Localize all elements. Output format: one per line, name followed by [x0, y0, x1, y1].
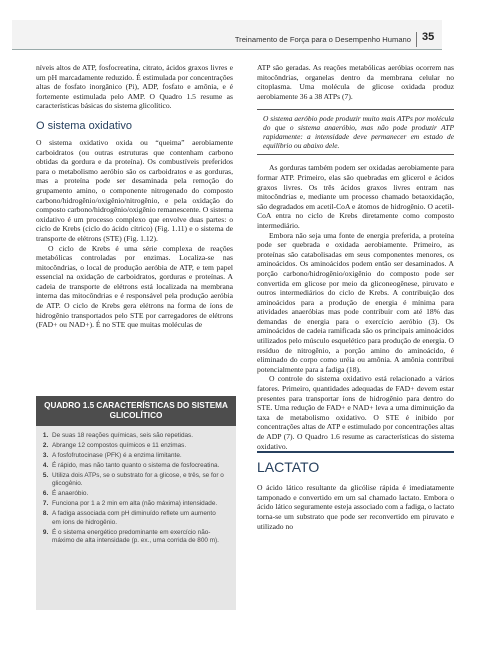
quadro-list	[50, 432, 226, 546]
quadro-heading: QUADRO 1.5 CARACTERÍSTICAS DO SISTEMA GLICOLÍTICO	[36, 396, 236, 426]
quadro-item: 7. Funciona por 1 a 2 min em alta (não máxima) intensidade.	[50, 500, 226, 508]
quadro-item: 8. A fadiga associada com pH diminuído reflete um aumento em íons de hidrogênio.	[50, 510, 226, 527]
section-heading-lactato: LACTATO	[257, 451, 454, 475]
quadro-item: 5. Utiliza dois ATPs, se o substrato for a glicose, e três, se for o glicogênio.	[50, 472, 226, 489]
right-paragraph-4: O controle do sistema oxidativo está relacionado a vários fatores. Primeiro, quantidades adequadas de FAD+ devem estar presentes para transportar íons de hidrogênio para dentro do STE. Uma redução de FAD+ e NAD+ leva a uma diminuição da taxa de metabolismo oxidativo. O STE é inibido por concentrações altas de ATP e estimulado por concentrações altas de ADP (7). O Quadro 1.6 resume as características do sistema oxidativo.	[257, 374, 454, 451]
right-paragraph-3: Embora não seja uma fonte de energia preferida, a proteína pode ser quebrada e oxidada aerobiamente. Primeiro, as proteínas são catabolisadas em seus componentes menores, os aminoácidos. Os aminoácidos podem então ser desaminados. A porção carbono/hidrogênio/oxigênio do composto pode ser convertida em glicose por meio da gliconeogênese, piruvato e outros intermediários do ciclo de Krebs. A contribuição dos aminoácidos para a produção de energia é mínima para atividades anaeróbias mas pode contribuir com até 18% das demandas de energia para o exercício aeróbio (3). Os aminoácidos de cadeia ramificada são os principais aminoácidos utilizados pelo músculo esquelético para produção de energia. O resíduo de nitrogênio, a porção amino do aminoácido, é eliminado do corpo como uréia ou amônia. A amônia contribui potencialmente para a fadiga (18).	[257, 230, 454, 374]
left-paragraph-3: O ciclo de Krebs é uma série complexa de reações metabólicas controladas por enzimas. Localiza-se nas mitocôndrias, o local de produção aeróbia de ATP, e tem papel essencial na oxidação de carboidratos, gorduras e proteínas. A cadeia de transporte de elétrons está localizada na membrana interna das mitocôndrias e é responsável pela produção aeróbia de ATP. O ciclo de Krebs gera elétrons na forma de íons de hidrogênio transportados pelo STE por carregadores de elétrons (FAD+ ou NAD+). É no STE que muitas moléculas de	[36, 243, 233, 330]
quadro-item: 9. É o sistema energético predominante em exercício não-máximo de alta intensidade (p. ex., uma corrida de 800 m).	[50, 529, 226, 546]
left-paragraph-2: O sistema oxidativo oxida ou “queima” aerobiamente carboidratos (ou outras estruturas que contenham carbono obtidas da gordura e da proteína). Os combustíveis preferidos para o metabolismo aeróbio são os carboidratos e as gorduras, mas a proteína pode ser desaminada pela remoção do grupamento amino, o componente nitrogenado do composto carbono/hidrogênio/oxigênio/nitrogênio, e pela oxidação do composto carbono/hidrogênio/oxigênio remanescente. O sistema oxidativo é um processo complexo que envolve duas partes: o ciclo de Krebs (ciclo do ácido cítrico) (Fig. 1.11) e o sistema de transporte de elétrons (STE) (Fig. 1.12).	[36, 137, 233, 243]
section-heading-oxidative: O sistema oxidativo	[36, 119, 132, 132]
right-paragraph-1: ATP são geradas. As reações metabólicas aeróbias ocorrem nas mitocôndrias, organelas dentro da membrana celular no citoplasma. Uma molécula de glicose oxidada produz aerobiamente 36 a 38 ATPs (7).	[257, 63, 454, 101]
header-rule	[12, 49, 442, 50]
left-paragraph-1: níveis altos de ATP, fosfocreatina, citrato, ácidos graxos livres e um pH marcadamente reduzido. É estimulada por concentrações altas de fosfato inorgânico (Pi), ADP, fosfato e amônia, e é fortemente estimulada pelo AMP. O Quadro 1.5 resume as características básicas do sistema glicolítico.	[36, 63, 233, 111]
quadro-item: 2. Abrange 12 compostos químicos e 11 enzimas.	[50, 442, 226, 450]
page-number: 35	[422, 31, 435, 43]
running-title: Treinamento de Força para o Desempenho Humano	[234, 35, 411, 44]
quadro-1-5-box	[36, 396, 236, 610]
quadro-item: 3. A fosfofrutocinase (PFK) é a enzima limitante.	[50, 452, 226, 460]
right-column	[257, 63, 454, 531]
running-header	[0, 0, 489, 56]
left-column	[36, 63, 233, 330]
pull-quote: O sistema aeróbio pode produzir muito mais ATPs por molécula do que o sistema anaeróbio, mas não pode produzir ATP rapidamente: a intensidade deve permanecer em estado de equilíbrio ou abaixo dele.	[257, 109, 454, 155]
right-paragraph-2: As gorduras também podem ser oxidadas aerobiamente para formar ATP. Primeiro, elas são quebradas em glicerol e ácidos graxos livres. Os três ácidos graxos livres entram nas mitocôndrias e, mediante um processo chamado betaoxidação, são degradados em acetil-CoA e átomos de hidrogênio. O acetil-CoA entra no ciclo de Krebs diretamente como composto intermediário.	[257, 163, 454, 230]
quadro-item: 6. É anaeróbio.	[50, 490, 226, 498]
quadro-item: 1. De suas 18 reações químicas, seis são repetidas.	[50, 432, 226, 440]
right-paragraph-5: O ácido lático resultante da glicólise rápida é imediatamente tamponado e convertido em um sal chamado lactato. Embora o ácido lático seguramente esteja associado com a fadiga, o lactato torna-se um substrato que pode ser reconvertido em piruvato e utilizado no	[257, 483, 454, 531]
header-separator	[416, 32, 417, 47]
quadro-item: 4. É rápido, mas não tanto quanto o sistema de fosfocreatina.	[50, 462, 226, 470]
